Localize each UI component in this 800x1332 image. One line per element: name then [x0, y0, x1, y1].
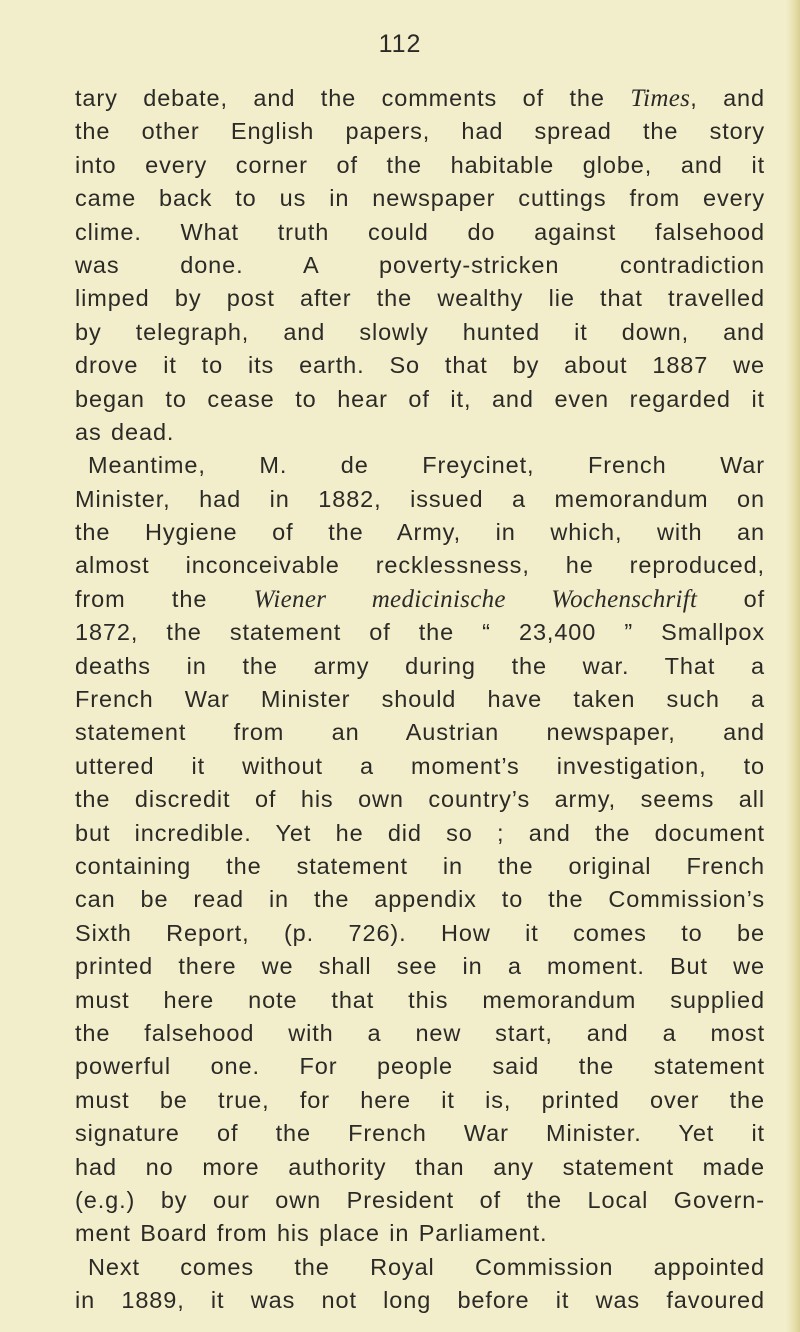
text-segment: the other English papers, had spread the story	[75, 118, 765, 145]
text-segment: Next comes the Royal Commission appointed	[88, 1253, 765, 1280]
text-segment: by telegraph, and slowly hunted it down, and	[75, 318, 765, 345]
text-segment: began to cease to hear of it, and even regarded it	[75, 385, 765, 412]
text-segment: , and	[690, 85, 765, 111]
text-line	[75, 149, 765, 182]
page-edge	[786, 0, 800, 1332]
text-line	[75, 1151, 765, 1184]
text-segment: statement from an Austrian newspaper, and	[75, 719, 765, 746]
text-segment: ment Board from his place in Parliament.	[75, 1220, 548, 1247]
text-line	[75, 182, 765, 215]
text-line	[75, 249, 765, 282]
text-segment: the falsehood with a new start, and a most	[75, 1019, 765, 1046]
text-segment: must here note that this memorandum supplied	[75, 986, 765, 1013]
text-line	[75, 1251, 765, 1284]
text-line	[75, 850, 765, 883]
text-segment: limped by post after the wealthy lie that travelled	[75, 285, 765, 312]
text-line	[75, 349, 765, 382]
text-segment: from the	[75, 585, 254, 612]
text-segment: (e.g.) by our own President of the Local Govern-	[75, 1186, 765, 1213]
text-segment: of	[697, 585, 766, 612]
text-line	[75, 282, 765, 315]
text-segment: into every corner of the habitable globe, and it	[75, 151, 765, 178]
text-line	[75, 917, 765, 950]
text-line	[75, 1050, 765, 1083]
page-number: 112	[378, 30, 422, 58]
text-line	[75, 683, 765, 716]
text-segment: clime. What truth could do against falsehood	[75, 218, 765, 245]
text-segment: in 1889, it was not long before it was favoured	[75, 1287, 765, 1314]
text-line	[75, 1217, 765, 1250]
text-segment: as dead.	[75, 418, 175, 445]
text-line	[75, 416, 765, 449]
text-segment: Minister, had in 1882, issued a memorandum on	[75, 485, 765, 512]
text-line	[75, 616, 765, 649]
text-line	[75, 316, 765, 349]
text-line	[75, 950, 765, 983]
text-segment: uttered it without a moment’s investigation, to	[75, 752, 765, 779]
text-line	[75, 650, 765, 683]
text-segment: tary debate, and the comments of the	[75, 85, 631, 111]
text-segment: must be true, for here it is, printed over the	[75, 1086, 765, 1113]
text-line	[75, 583, 765, 616]
text-line	[75, 483, 765, 516]
text-segment: had no more authority than any statement made	[75, 1153, 765, 1180]
text-line	[75, 1284, 765, 1317]
text-line	[75, 1117, 765, 1150]
text-segment: containing the statement in the original French	[75, 852, 765, 879]
text-segment: came back to us in newspaper cuttings from every	[75, 185, 765, 212]
text-line	[75, 817, 765, 850]
text-line	[75, 1017, 765, 1050]
italic-title: Wiener medicinische Wochenschrift	[253, 585, 698, 613]
text-line	[75, 750, 765, 783]
text-segment: Meantime, M. de Freycinet, French War	[88, 452, 765, 479]
text-segment: 1872, the statement of the “ 23,400 ” Smallpox	[75, 619, 765, 646]
text-segment: but incredible. Yet he did so ; and the document	[75, 819, 765, 846]
text-segment: drove it to its earth. So that by about 1887 we	[75, 352, 765, 379]
text-line	[75, 883, 765, 916]
text-line	[75, 783, 765, 816]
text-segment: printed there we shall see in a moment. But we	[75, 953, 765, 980]
text-segment: powerful one. For people said the statement	[75, 1053, 765, 1080]
text-line	[75, 1084, 765, 1117]
text-segment: was done. A poverty-stricken contradiction	[75, 251, 765, 278]
text-segment: deaths in the army during the war. That a	[75, 652, 765, 679]
text-segment: Sixth Report, (p. 726). How it comes to be	[75, 919, 765, 946]
italic-title: Times	[630, 85, 691, 112]
text-segment: the discredit of his own country’s army, seems all	[75, 786, 765, 813]
text-line	[75, 549, 765, 582]
text-line	[75, 1184, 765, 1217]
text-line	[75, 216, 765, 249]
text-segment: can be read in the appendix to the Commission’s	[75, 886, 765, 913]
text-line	[75, 516, 765, 549]
body-text	[75, 82, 765, 1317]
text-line	[75, 383, 765, 416]
text-line	[75, 984, 765, 1017]
text-segment: signature of the French War Minister. Yet it	[75, 1120, 765, 1147]
text-line	[75, 115, 765, 148]
text-line	[75, 449, 765, 482]
text-segment: almost inconceivable recklessness, he reproduced,	[75, 552, 765, 579]
text-segment: French War Minister should have taken such a	[75, 686, 765, 713]
text-line	[75, 82, 765, 115]
text-segment: the Hygiene of the Army, in which, with an	[75, 519, 765, 546]
text-line	[75, 716, 765, 749]
